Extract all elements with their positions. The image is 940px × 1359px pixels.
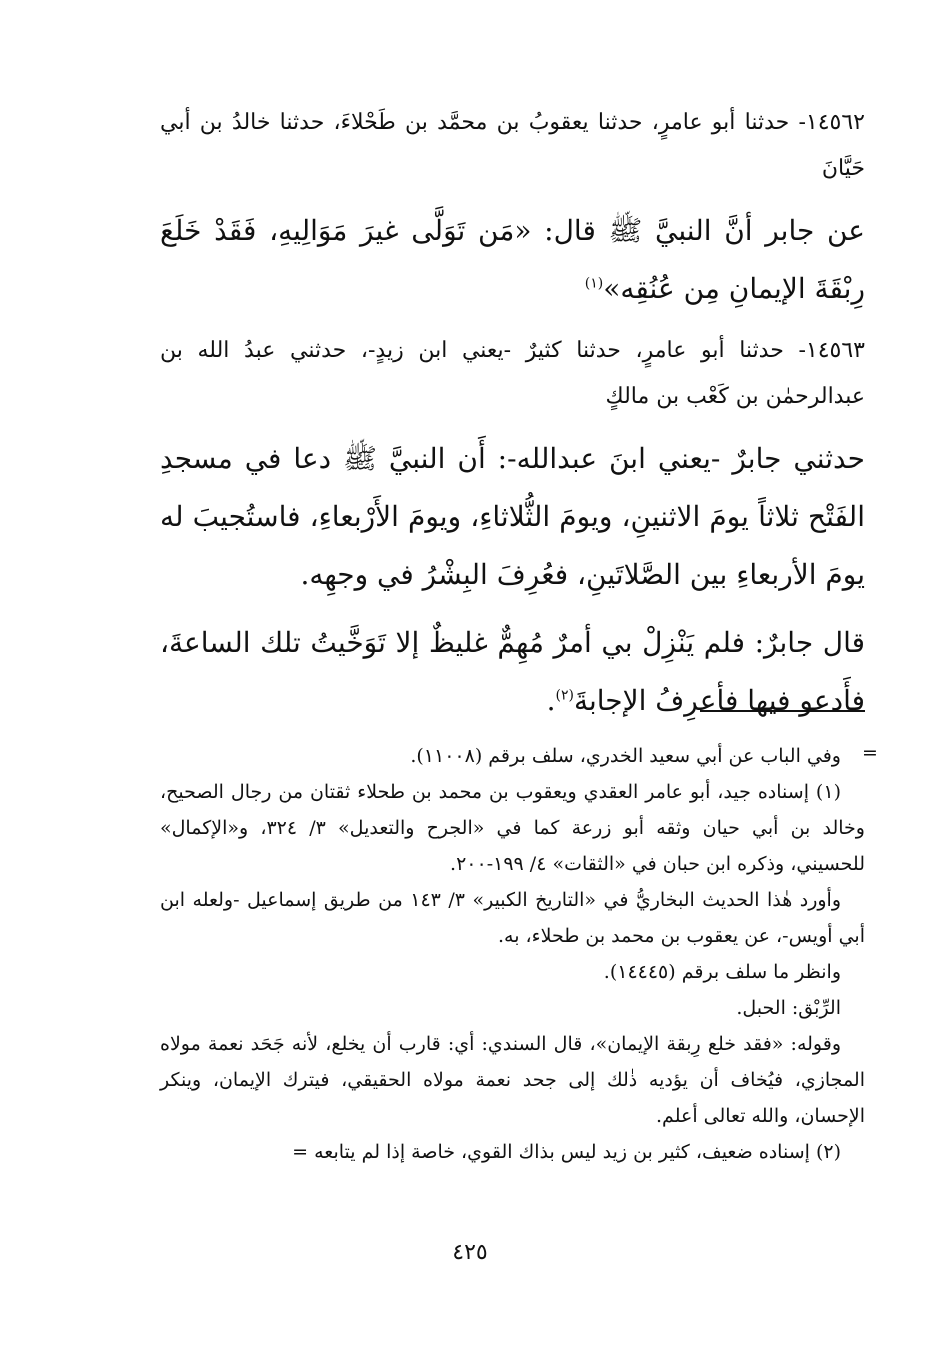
hadith-14563-matn-2-text: قال جابرٌ: فلم يَنْزِلْ بي أمرٌ مُهِمٌّ غليظٌ إلا تَوَخَّيتُ تلك الساعةَ، فأَدعو فيها فأعرِفُ الإجابةَ bbox=[160, 626, 865, 717]
footnotes bbox=[160, 738, 865, 1170]
footnote-separator bbox=[700, 710, 865, 712]
footnote-ref-2: (٢) bbox=[555, 687, 574, 704]
footnote-1-bukhari: وأورد هٰذا الحديث البخاريُّ في «التاريخ الكبير» ٣/ ١٤٣ من طريق إسماعيل -ولعله ابن أبي أويس-، عن يعقوب بن محمد بن طحلاء، به. bbox=[160, 889, 865, 947]
footnote-2: (٢) إسناده ضعيف، كثير بن زيد ليس بذاك القوي، خاصة إذا لم يتابعه = bbox=[292, 1141, 841, 1163]
hadith-14562-matn bbox=[160, 202, 865, 318]
hadith-14563-end: . bbox=[546, 684, 556, 717]
hadith-14563-matn-2 bbox=[160, 614, 865, 730]
continuation-marker: = bbox=[862, 742, 878, 764]
page-number: ٤٢٥ bbox=[452, 1240, 488, 1265]
hadith-14563-matn-1: حدثني جابرٌ -يعني ابنَ عبدالله-: أَن النبيَّ ﷺ دعا في مسجدِ الفَتْح ثلاثاً يومَ الاثنينِ، ويومَ الثُّلاثاءِ، ويومَ الأَرْبعاءِ، فاستُجيبَ له يومَ الأربعاءِ بين الصَّلاتَينِ، فعُرِفَ البِشْرُ في وجهِه. bbox=[160, 442, 865, 591]
footnote-ref-1: (١) bbox=[584, 275, 604, 292]
footnote-1-see-also: وانظر ما سلف برقم (١٤٤٤٥). bbox=[603, 961, 841, 983]
hadith-14562-matn-text: عن جابر أنَّ النبيَّ ﷺ قال: «مَن تَوَلَّى غيرَ مَوَالِيهِ، فَقَدْ خَلَعَ رِبْقَةَ الإيمانِ مِن عُنُقِه» bbox=[160, 214, 865, 305]
footnote-previous: وفي الباب عن أبي سعيد الخدري، سلف برقم (١١٠٠٨). bbox=[410, 745, 841, 767]
footnote-1-definition: الرِّبْق: الحبل. bbox=[736, 997, 841, 1019]
footnote-1: (١) إسناده جيد، أبو عامر العقدي ويعقوب بن محمد بن طحلاء ثقتان من رجال الصحيح، وخالد بن أبي حيان وثقه أبو زرعة كما في «الجرح والتعديل» ٣/ ٣٢٤، و«الإكمال» للحسيني، وذكره ابن حبان في «الثقات» ٤/ ١٩٩-٢٠٠. bbox=[160, 781, 865, 875]
footnote-1-commentary: وقوله: «فقد خلع رِبقة الإيمان»، قال السندي: أي: قارب أن يخلع، لأنه جَحَد نعمة مولاه المجازي، فيُخاف أن يؤديه ذٰلك إلى جحد نعمة مولاه الحقيقي، فيترك الإيمان، وينكر الإحسان، والله تعالى أعلم. bbox=[160, 1033, 865, 1127]
main-text bbox=[160, 100, 865, 730]
hadith-14563-isnad: ١٤٥٦٣- حدثنا أبو عامرٍ، حدثنا كثيرٌ -يعني ابن زيدٍ-، حدثني عبدُ الله بن عبدالرحمٰن بن كَعْب بن مالكٍ bbox=[160, 338, 865, 409]
hadith-14562-isnad: ١٤٥٦٢- حدثنا أبو عامرٍ، حدثنا يعقوبُ بن محمَّد بن طَحْلاءَ، حدثنا خالدُ بن أبي حَيَّانَ bbox=[160, 110, 865, 181]
